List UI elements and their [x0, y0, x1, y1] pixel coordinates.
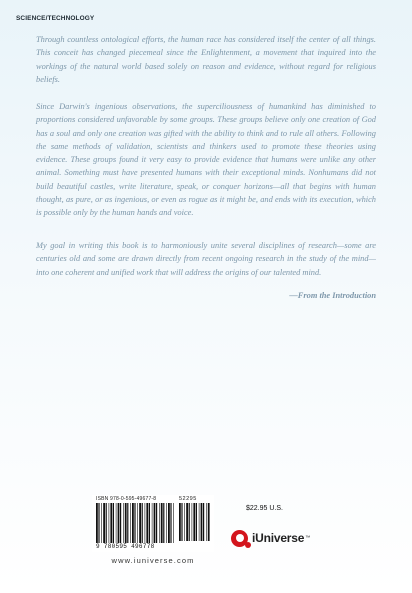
isbn-barcode: [92, 495, 214, 552]
intro-paragraph-3: My goal in writing this book is to harmoniously unite several disciplines of research—some are centuries old and some are drawn directly from recent ongoing research in the study of the mind—into one coherent and unified work that will address the origins of our talented mind.: [36, 241, 376, 277]
barcode-bar: [166, 503, 167, 543]
barcode-bar: [181, 503, 182, 541]
barcode-bar: [125, 503, 127, 543]
barcode-bar: [130, 503, 131, 543]
barcode-bar: [189, 503, 190, 541]
barcode-bar: [159, 503, 160, 543]
barcode-bar: [110, 503, 112, 543]
barcode-bar: [116, 503, 117, 543]
barcode-bar: [101, 503, 102, 543]
barcode-bar: [163, 503, 164, 543]
barcode-bar: [156, 503, 157, 543]
publisher-name: iUniverse: [252, 531, 305, 545]
ean-barcode-bars: [96, 503, 176, 543]
barcode-bar: [192, 503, 193, 541]
addon-barcode-bars: [179, 503, 211, 541]
barcode-bar: [168, 503, 170, 543]
intro-paragraph-2: Since Darwin's ingenious observations, the superciliousness of humankind has diminished to proportions considered unfavorable by some groups. These groups believe only one creation of God has a soul and only one creation was gifted with the ability to think and to rule all others. Following the same methods of validation, scientists and thinkers used to promote these theories using evidence. These groups found it very easy to provide evidence that humans were unlike any other animal. Something must have presented humans with their exceptional minds. Nonhumans did not build beautiful castles, write literature, speak, or conquer horizons—all that begins with human thought, as pure, or as ingenious, or even as rogue as it might be, and ends with its execution, which is possible only by the human hands and voice.: [36, 102, 376, 218]
category-label: SCIENCE/TECHNOLOGY: [16, 15, 95, 22]
barcode-bar: [184, 503, 185, 541]
publisher-website: www.iuniverse.com: [111, 556, 195, 565]
barcode-bar: [139, 503, 141, 543]
barcode-bar: [186, 503, 188, 541]
barcode-bar: [201, 503, 203, 541]
barcode-bar: [109, 503, 110, 543]
barcode-bar: [149, 503, 150, 543]
isbn-digits: 9 780595 496778: [96, 543, 155, 550]
barcode-bar: [98, 503, 99, 543]
barcode-bar: [145, 503, 146, 543]
barcode-bar: [179, 503, 181, 541]
iuniverse-logo-icon: [231, 530, 248, 547]
barcode-bar: [208, 503, 210, 541]
barcode-bar: [137, 503, 138, 543]
barcode-bar: [118, 503, 120, 543]
barcode-bar: [199, 503, 200, 541]
barcode-bar: [154, 503, 156, 543]
barcode-bar: [96, 503, 98, 543]
barcode-bar: [134, 503, 135, 543]
trademark-symbol: ™: [305, 535, 311, 541]
barcode-bar: [127, 503, 128, 543]
barcode-bar: [152, 503, 153, 543]
isbn-label: ISBN 978-0-595-49677-8: [96, 496, 157, 502]
barcode-bar: [193, 503, 195, 541]
publisher-logo: [231, 528, 310, 548]
barcode-bar: [196, 503, 197, 541]
price-label: $22.95 U.S.: [246, 505, 283, 512]
barcode-bar: [203, 503, 204, 541]
attribution: —From the Introduction: [289, 291, 376, 300]
addon-number: 52295: [179, 496, 197, 502]
barcode-bar: [123, 503, 124, 543]
barcode-bar: [146, 503, 148, 543]
barcode-bar: [103, 503, 105, 543]
barcode-bar: [142, 503, 143, 543]
barcode-bar: [173, 503, 174, 543]
barcode-bar: [132, 503, 134, 543]
barcode-bar: [106, 503, 107, 543]
barcode-bar: [113, 503, 114, 543]
barcode-bar: [120, 503, 121, 543]
barcode-bar: [161, 503, 163, 543]
barcode-bar: [206, 503, 207, 541]
barcode-bar: [170, 503, 171, 543]
intro-paragraph-1: Through countless ontological efforts, the human race has considered itself the center of all things. This conceit has changed piecemeal since the Enlightenment, a movement that inquired into the workings of the natural world based solely on reason and evidence, without regard for religious beliefs.: [36, 35, 376, 84]
